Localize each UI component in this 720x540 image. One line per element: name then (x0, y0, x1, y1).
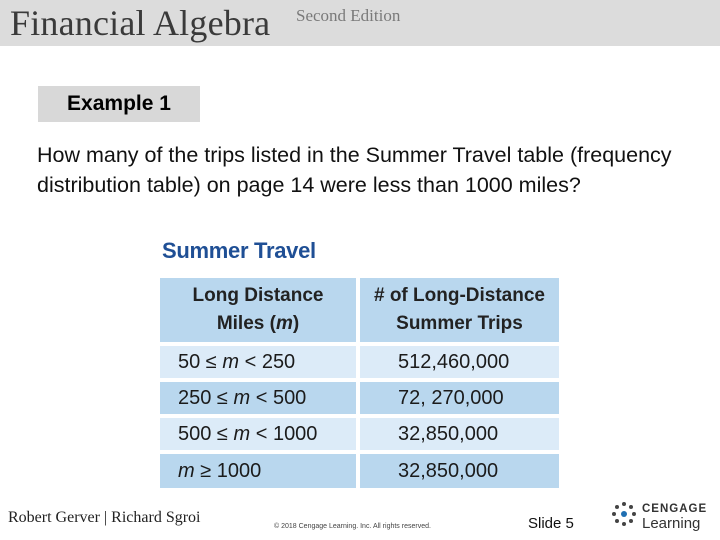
table-header-row (160, 278, 559, 342)
slide-number: Slide 5 (528, 515, 574, 532)
range-var: m (233, 422, 251, 445)
header-trips-line1: # of Long-Distance (373, 285, 545, 306)
table-title: Summer Travel (162, 238, 316, 263)
logo-text-learning: Learning (642, 515, 701, 532)
table-row (160, 418, 559, 450)
header-miles-line2 (217, 310, 299, 338)
logo-text-cengage: CENGAGE (642, 503, 708, 515)
table-row (160, 454, 559, 488)
trips-cell: 72, 270,000 (360, 382, 559, 414)
header-miles-line1: Long Distance (192, 285, 324, 306)
range-upper: ≥ 1000 (200, 459, 262, 482)
cengage-logo (610, 500, 714, 536)
authors-label: Robert Gerver | Richard Sgroi (8, 509, 201, 526)
header-cell-miles (160, 278, 356, 342)
range-var: m (222, 350, 240, 373)
range-upper: < 1000 (255, 422, 318, 445)
range-lower: 50 ≤ (178, 350, 217, 373)
header-miles-var: m (275, 313, 293, 334)
miles-range-cell (160, 382, 356, 414)
header-miles-suffix: ) (292, 313, 300, 334)
range-upper: < 500 (255, 386, 307, 409)
header-miles-prefix: Miles ( (216, 313, 276, 334)
edition-label: Second Edition (296, 6, 401, 25)
range-lower: 500 ≤ (178, 422, 228, 445)
trips-cell: 32,850,000 (360, 454, 559, 488)
header-trips-line2: Summer Trips (396, 313, 523, 334)
book-title: Financial Algebra (10, 3, 271, 43)
copyright-notice: © 2018 Cengage Learning. Inc. All rights reserved. (274, 523, 431, 530)
example-label-box (38, 86, 200, 122)
miles-range-cell (160, 418, 356, 450)
range-var: m (233, 386, 251, 409)
table-row (160, 346, 559, 378)
example-label: Example 1 (67, 92, 171, 115)
trips-cell: 32,850,000 (360, 418, 559, 450)
miles-range-cell (160, 346, 356, 378)
range-upper: < 250 (244, 350, 296, 373)
table-row (160, 382, 559, 414)
miles-range-cell (160, 454, 356, 488)
header-bar (0, 0, 720, 46)
cengage-mark-icon (610, 500, 638, 530)
range-lower: 250 ≤ (178, 386, 228, 409)
trips-cell: 512,460,000 (360, 346, 559, 378)
question-text: How many of the trips listed in the Summer Travel table (frequency distribution table) on page 14 were less than 1000 miles? (37, 143, 672, 197)
header-cell-trips (360, 278, 559, 342)
range-var: m (178, 459, 195, 482)
